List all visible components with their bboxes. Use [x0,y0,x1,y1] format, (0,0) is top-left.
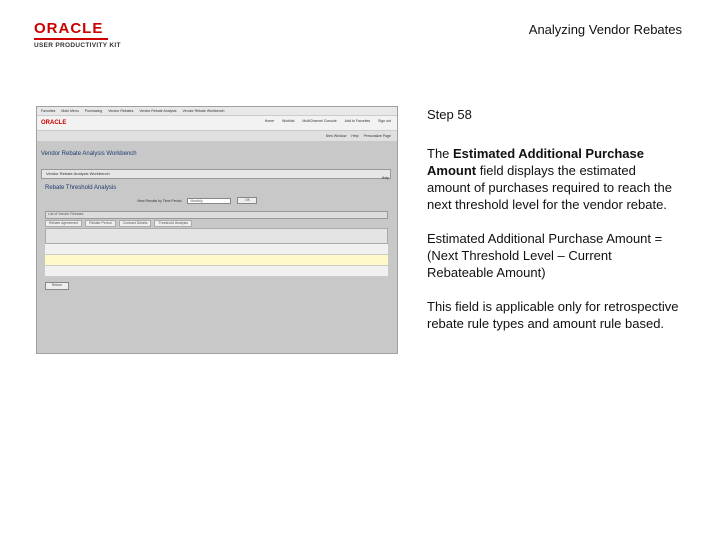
description-paragraph [427,145,679,213]
brand-link: Home [264,119,275,123]
nav-item: Vendor Rebate Analysis [139,109,177,113]
return-button: Return [45,282,69,290]
step-number: Step 58 [427,107,472,122]
rebate-grid [45,211,388,331]
oracle-upk-logo [34,22,154,49]
filter-label: View Results by Time Period [137,198,182,203]
grid-tabs [45,220,388,227]
table-row [45,244,388,255]
grid-tab: Rebate Period [85,220,115,227]
filter-row [137,197,257,204]
application-screenshot [36,106,398,354]
para1-pre: The [427,146,454,161]
formula-paragraph: Estimated Additional Purchase Amount = (Next Threshold Level – Current Rebateable Amount) [427,231,663,280]
screenshot-tools-bar [37,131,397,141]
brand-link: MultiChannel Console [302,119,337,123]
workbench-tab-label: Vendor Rebate Analysis Workbench [46,171,110,176]
nav-item: Main Menu [61,109,79,113]
grid-tab: Threshold Analysis [154,220,191,227]
workbench-tab [41,169,391,179]
logo-subtitle: USER PRODUCTIVITY KIT [34,42,121,49]
section-title: Rebate Threshold Analysis [45,185,117,191]
logo-rule [34,38,108,40]
para1-post: field displays the estimated amount of purchases required to reach the next threshold level for the vendor rebate. [427,163,672,212]
nav-item: Vendor Rebate Workbench [182,109,225,113]
help-link: Help [381,176,389,180]
instruction-text [427,106,679,332]
screenshot-nav-bar [37,107,397,116]
grid-title: List of Vendor Rebates [45,211,388,219]
field-name: Estimated Additional Purchase Amount [427,146,644,178]
nav-item: Vendor Rebates [108,109,134,113]
brand-link: Add to Favorites [344,119,371,123]
workbench-title: Vendor Rebate Analysis Workbench [41,151,137,157]
ok-button: OK [237,197,257,204]
grid-tab: Contract Details [119,220,152,227]
page-title: Analyzing Vendor Rebates [528,22,682,37]
tool-link: Personalize Page [363,134,391,138]
brand-link: Sign out [378,119,391,123]
tool-link: New Window [325,134,347,138]
grid-tab: Rebate Agreement [45,220,82,227]
brand-link: Worklist [282,119,295,123]
logo-wordmark: ORACLE [34,20,104,37]
tool-link: Help [351,134,359,138]
screenshot-body [37,141,397,353]
screenshot-brand: ORACLE [41,120,67,126]
nav-item: Favorites [41,109,56,113]
nav-item: Purchasing [84,109,103,113]
table-row-highlighted [45,255,388,266]
table-row [45,266,388,277]
applicability-paragraph: This field is applicable only for retrospective rebate rule types and amount rule based. [427,299,679,331]
grid-column-headers [45,228,388,244]
time-period-select: Monthly [187,198,231,204]
screenshot-brand-bar [37,116,397,131]
